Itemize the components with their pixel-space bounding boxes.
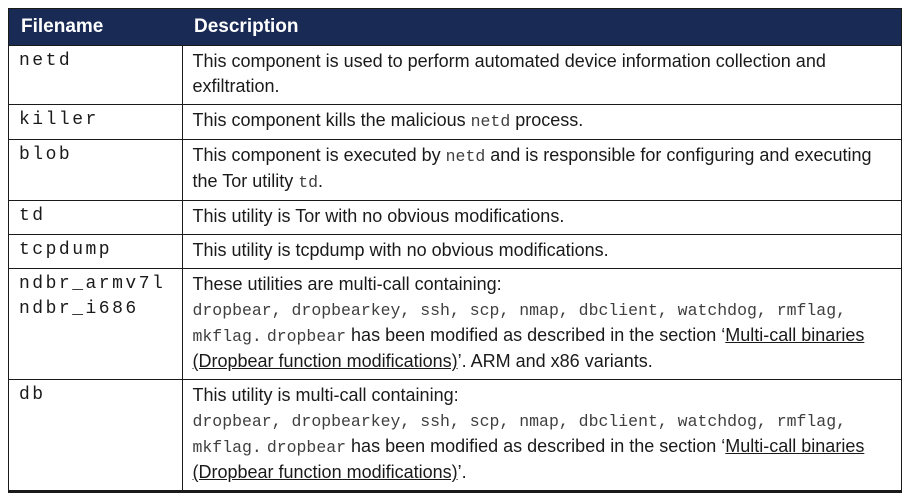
filename-cell	[9, 269, 183, 380]
table-row	[9, 105, 902, 140]
table-body	[9, 46, 902, 492]
table-row	[9, 46, 902, 105]
table-row	[9, 140, 902, 201]
code-text: dropbear, dropbearkey, ssh, scp, nmap, dbclient, watchdog, rmflag, mkflag.	[192, 301, 847, 346]
code-text: td	[298, 173, 319, 192]
description-text: has been modified as described in the section ‘	[346, 436, 726, 456]
description-text: process.	[510, 110, 584, 130]
table-row	[9, 380, 902, 492]
description-cell	[182, 46, 902, 105]
description-text: This utility is Tor with no obvious modifications.	[192, 206, 565, 226]
description-text: This component is used to perform automated device information collection and exfiltration.	[192, 51, 826, 96]
filename-text: ndbr_armv7l	[19, 274, 166, 294]
filename-cell	[9, 105, 183, 140]
code-text: netd	[445, 147, 486, 166]
table-row	[9, 201, 902, 235]
header-row	[9, 9, 902, 46]
description-cell	[182, 380, 902, 492]
filename-cell	[9, 201, 183, 235]
filename-cell	[9, 380, 183, 492]
code-text: dropbear, dropbearkey, ssh, scp, nmap, dbclient, watchdog, rmflag, mkflag.	[192, 412, 847, 457]
description-cell	[182, 140, 902, 201]
filename-column-header: Filename	[9, 9, 183, 46]
filename-text: db	[19, 385, 46, 405]
description-text: ’.	[457, 462, 467, 482]
description-cell	[182, 201, 902, 235]
table-header	[9, 9, 902, 46]
filename-text: tcpdump	[19, 240, 113, 260]
description-cell	[182, 269, 902, 380]
filename-cell	[9, 235, 183, 269]
filename-cell	[9, 140, 183, 201]
filename-text: blob	[19, 145, 73, 165]
filename-text: netd	[19, 51, 73, 71]
filename-text: ndbr_i686	[19, 299, 139, 319]
description-text: These utilities are multi-call containing:	[192, 274, 502, 294]
description-text: This component kills the malicious	[192, 110, 471, 130]
filename-text: td	[19, 206, 46, 226]
code-text: netd	[470, 112, 511, 131]
code-text: dropbear	[266, 438, 347, 457]
filename-text: killer	[19, 110, 99, 130]
description-text: This component is executed by	[192, 145, 446, 165]
description-text: This utility is multi-call containing:	[192, 385, 459, 405]
section-link[interactable]: Multi-call binaries (Dropbear function modifications)	[192, 436, 865, 482]
code-text: dropbear	[266, 327, 347, 346]
description-cell	[182, 105, 902, 140]
description-column-header: Description	[182, 9, 902, 46]
description-cell	[182, 235, 902, 269]
description-text: ’. ARM and x86 variants.	[457, 351, 653, 371]
table-row	[9, 235, 902, 269]
description-text: This utility is tcpdump with no obvious modifications.	[192, 240, 609, 260]
table-row	[9, 269, 902, 380]
component-filename-table	[8, 8, 902, 493]
description-text: has been modified as described in the section ‘	[346, 325, 726, 345]
description-text: and is responsible for configuring and executing the Tor utility	[192, 145, 872, 191]
description-text: .	[318, 171, 324, 191]
section-link[interactable]: Multi-call binaries (Dropbear function modifications)	[192, 325, 865, 371]
filename-cell	[9, 46, 183, 105]
